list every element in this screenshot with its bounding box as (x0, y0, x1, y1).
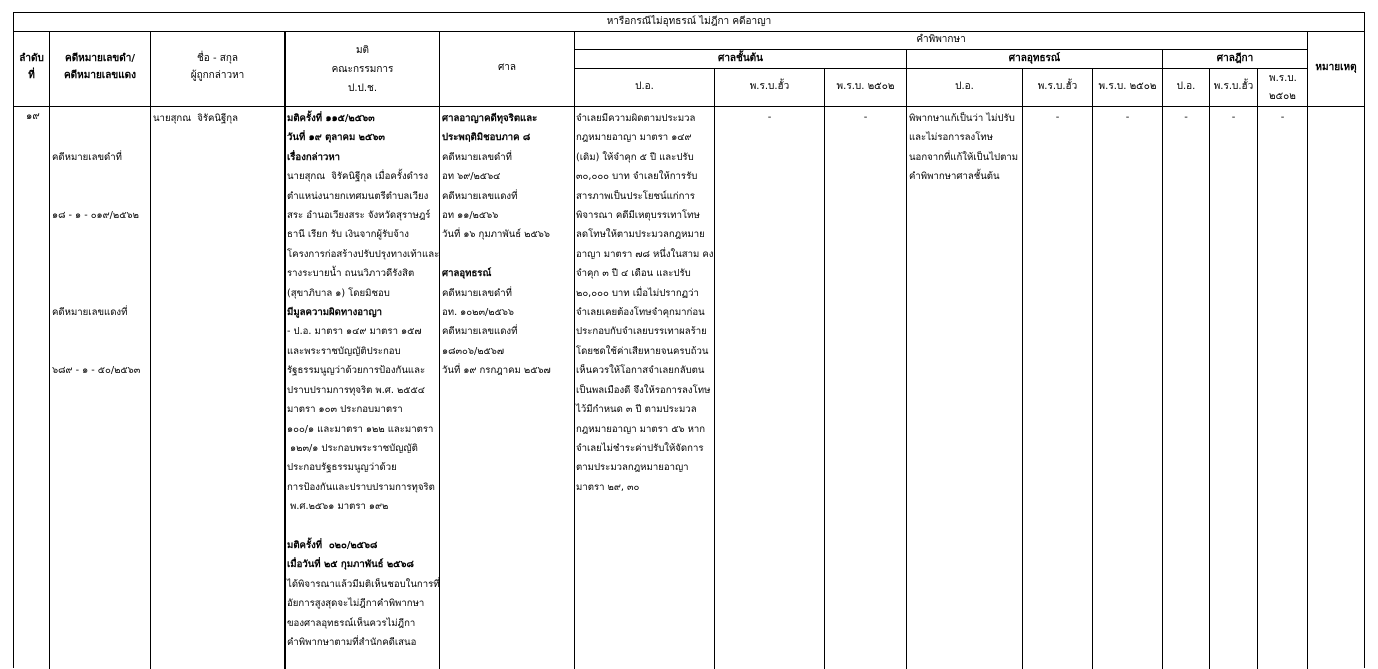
header-first-instance: ศาลชั้นต้น (717, 53, 764, 64)
cell-line: (สุขาภิบาล ๑) โดยมิชอบ (287, 287, 390, 299)
cell-line: สระ อำนอเวียงสระ จังหวัดสุราษฎร์ (287, 210, 431, 222)
cell-line: มาตรา ๑๐๓ ประกอบมาตรา (287, 404, 403, 416)
cell-line: โดยชดใช้ค่าเสียหายจนครบถ้วน (576, 345, 709, 357)
grid-line (1257, 68, 1258, 669)
cell-line: คำพิพากษาตามที่สำนักคดีเสนอ (287, 636, 417, 648)
cell-line: สารภาพเป็นประโยชน์แก่การ (576, 190, 695, 202)
cell-line: พิจารณา คดีมีเหตุบรรเทาโทษ (576, 210, 700, 222)
grid-line (150, 31, 151, 669)
header-appeal: ศาลอุทธรณ์ (1008, 53, 1061, 64)
header-judgment: คำพิพากษา (916, 34, 966, 45)
header-court: ศาล (497, 62, 517, 73)
cell-line: และไม่รอการลงโทษ (909, 132, 993, 144)
cell-line: ประพฤติมิชอบภาค ๘ (442, 132, 531, 144)
row-resolution (287, 109, 440, 652)
cell-line: มติครั้งที่ ๐๒๐/๒๕๖๘ (287, 539, 378, 551)
grid-line (1022, 68, 1023, 669)
grid-line (284, 31, 286, 669)
cell-line: คดีหมายเลขดำที่ (442, 151, 512, 163)
cell-line: และพระราชบัญญัติประกอบ (287, 345, 401, 357)
cell-line: (เดิม) ให้จำคุก ๕ ปี และปรับ (576, 151, 694, 163)
row-supreme-prb-2502: - (1280, 112, 1285, 123)
row-first-prb-old: - (767, 112, 772, 123)
cell-line: นายสุกณ จิรัคนิฐีกุล เมื่อครั้งดำรง (287, 171, 429, 183)
cell-line: ๑๐๐/๑ และมาตรา ๑๒๒ และมาตรา (287, 423, 434, 435)
cell-line: นอกจากที่แก้ให้เป็นไปตาม (909, 151, 1019, 163)
cell-line: วันที่ ๑๙ กรกฎาคม ๒๕๖๗ (442, 365, 551, 377)
cell-line: คดีหมายเลขแดงที่ (442, 190, 518, 202)
cell-line: - ป.อ. มาตรา ๑๔๙ มาตรา ๑๕๗ (287, 326, 422, 338)
grid-line (574, 31, 575, 669)
cell-line: เรื่องกล่าวหา (287, 151, 341, 163)
cell-line: จำคุก ๓ ปี ๔ เดือน และปรับ (576, 268, 691, 280)
row-first-prb-2502: - (863, 112, 868, 123)
header-supreme: ศาลฎีกา (1216, 53, 1254, 64)
row-first-pa (576, 109, 713, 497)
cell-line: ประกอบรัฐธรรมนูญว่าด้วย (287, 462, 397, 474)
cell-line: โครงการก่อสร้างปรับปรุงทางเท้าและ (287, 248, 440, 260)
cell-line: อท ๑๑/๒๕๖๖ (442, 210, 499, 222)
grid-line (49, 31, 50, 669)
cell-line: อัยการสูงสุดจะไม่ฎีกาคำพิพากษา (287, 598, 425, 610)
cell-line: ลดโทษให้ตามประมวลกฎหมาย (576, 229, 705, 241)
cell-line: เป็นพลเมืองดี จึงให้รอการลงโทษ (576, 384, 711, 396)
cell-line: กฎหมายอาญา มาตรา ๕๖ หาก (576, 423, 706, 435)
header-supreme-prb-2502: พ.ร.บ. ๒๕๐๒ (1269, 73, 1297, 102)
cell-line: พ.ศ.๒๕๖๑ มาตรา ๑๙๒ (287, 501, 389, 513)
grid-line (824, 68, 825, 669)
cell-line: พิพากษาแก้เป็นว่า ไม่ปรับ (909, 113, 1015, 124)
cell-line: ศาลอุทธรณ์ (442, 268, 492, 280)
row-supreme-pa: - (1184, 112, 1188, 123)
header-first-prb-2502: พ.ร.บ. ๒๕๐๒ (836, 81, 895, 92)
cell-line: เห็นควรให้โอกาสจำเลยกลับตน (576, 365, 705, 377)
header-appeal-prb-old: พ.ร.บ.ฮั้ว (1037, 81, 1078, 92)
grid-line (714, 68, 715, 669)
cell-line: วันที่ ๑๖ กุมภาพันธ์ ๒๕๖๖ (442, 229, 550, 241)
cell-line: คดีหมายเลขดำที่ (442, 287, 512, 299)
cell-line: มาตรา ๒๙, ๓๐ (576, 481, 640, 493)
header-no: ลำดับ ที่ (19, 53, 44, 81)
cell-line: มติครั้งที่ ๑๑๕/๒๕๖๓ (287, 113, 375, 124)
cell-line: วันที่ ๑๙ ตุลาคม ๒๕๖๓ (287, 132, 385, 144)
row-appeal-prb-2502: - (1125, 112, 1130, 123)
cell-line: การป้องกันและปราบปรามการทุจริต (287, 481, 435, 493)
header-appeal-pa: ป.อ. (955, 81, 974, 92)
cell-line: กฎหมายอาญา มาตรา ๑๔๙ (576, 132, 692, 144)
header-appeal-prb-2502: พ.ร.บ. ๒๕๐๒ (1098, 81, 1157, 92)
cell-line: ประกอบกับจำเลยบรรเทาผลร้าย (576, 326, 707, 338)
cell-line: จำเลยมีความผิดตามประมวล (576, 113, 696, 124)
cell-line: ตามประมวลกฎหมายอาญา (576, 462, 689, 474)
row-appeal-prb-old: - (1055, 112, 1060, 123)
row-case-numbers: คดีหมายเลขดำที่ ๑๘ - ๑ - ๐๑๙/๒๕๖๒ คดีหมายเลขแดงที่ ๖๘๙ - ๑ - ๕๐/๒๕๖๓ (52, 151, 141, 377)
header-first-pa: ป.อ. (635, 81, 654, 92)
row-name: นายสุกณ จิรัคนิฐีกุล (153, 113, 238, 124)
row-court (442, 109, 551, 381)
cell-line: เมื่อวันที่ ๒๕ กุมภาพันธ์ ๒๕๖๘ (287, 559, 414, 571)
cell-line: อาญา มาตรา ๗๘ หนึ่งในสาม คง (576, 248, 714, 260)
row-supreme-prb-old: - (1231, 112, 1236, 123)
header-case-numbers: คดีหมายเลขดำ/ คดีหมายเลขแดง (63, 53, 137, 81)
cell-line: คำพิพากษาศาลชั้นต้น (909, 171, 1000, 183)
cell-line (442, 245, 551, 264)
cell-line: ๑๘๓๐๖/๒๕๖๗ (442, 345, 505, 357)
grid-line (1307, 31, 1308, 669)
cell-line (287, 517, 440, 536)
cell-line: ตำแหน่งนายกเทศมนตรีตำบลเวียง (287, 190, 429, 202)
cell-line: จำเลยไม่ชำระค่าปรับให้จัดการ (576, 442, 704, 454)
grid-line (1092, 68, 1093, 669)
header-first-prb-old: พ.ร.บ.ฮั้ว (749, 81, 790, 92)
header-supreme-prb-old: พ.ร.บ.ฮั้ว (1213, 81, 1254, 92)
header-remarks: หมายเหตุ (1315, 62, 1357, 73)
cell-line: รางระบายน้ำ ถนนวิภาวดีรังสิต (287, 268, 415, 280)
cell-line: อท ๖๙/๒๕๖๔ (442, 171, 501, 183)
cell-line: ธานี เรียก รับ เงินจากผู้รับจ้าง (287, 229, 409, 241)
table-title: หารือกรณีไม่อุทธรณ์ ไม่ฎีกา คดีอาญา (606, 16, 772, 27)
cell-line: ศาลอาญาคดีทุจริตและ (442, 113, 538, 124)
cell-line: รัฐธรรมนูญว่าด้วยการป้องกันและ (287, 365, 426, 377)
cell-line: ได้พิจารณาแล้วมีมติเห็นชอบในการที่ (287, 578, 440, 590)
row-no: ๑๙ (26, 111, 40, 122)
cell-line: ๑๒๓/๑ ประกอบพระราชบัญญัติ (287, 442, 418, 454)
cell-line: ๒๐,๐๐๐ บาท เมื่อไม่ปรากฏว่า (576, 287, 699, 299)
cell-line: มีมูลความผิดทางอาญา (287, 307, 383, 319)
header-supreme-pa: ป.อ. (1176, 81, 1196, 92)
cell-line: จำเลยเคยต้องโทษจำคุกมาก่อน (576, 307, 705, 319)
grid-line (906, 49, 907, 669)
cell-line: ไว้มีกำหนด ๓ ปี ตามประมวล (576, 404, 697, 416)
grid-line (574, 68, 1307, 69)
cell-line: คดีหมายเลขแดงที่ (442, 326, 518, 338)
grid-line (1162, 49, 1163, 669)
header-name: ชื่อ - สกุล ผู้ถูกกล่าวหา (190, 53, 245, 81)
grid-line (1209, 68, 1210, 669)
cell-line: ๓๐,๐๐๐ บาท จำเลยให้การรับ (576, 171, 698, 183)
row-appeal-pa (909, 109, 1018, 187)
cell-line: ปราบปรามการทุจริต พ.ศ. ๒๕๕๔ (287, 384, 426, 396)
cell-line: อท. ๑๐๒๓/๒๕๖๖ (442, 307, 515, 319)
cell-line: ของศาลอุทธรณ์เห็นควรไม่ฎีกา (287, 617, 416, 629)
header-resolution: มติ คณะกรรมการ ป.ป.ช. (331, 45, 394, 94)
case-table (13, 12, 1365, 668)
